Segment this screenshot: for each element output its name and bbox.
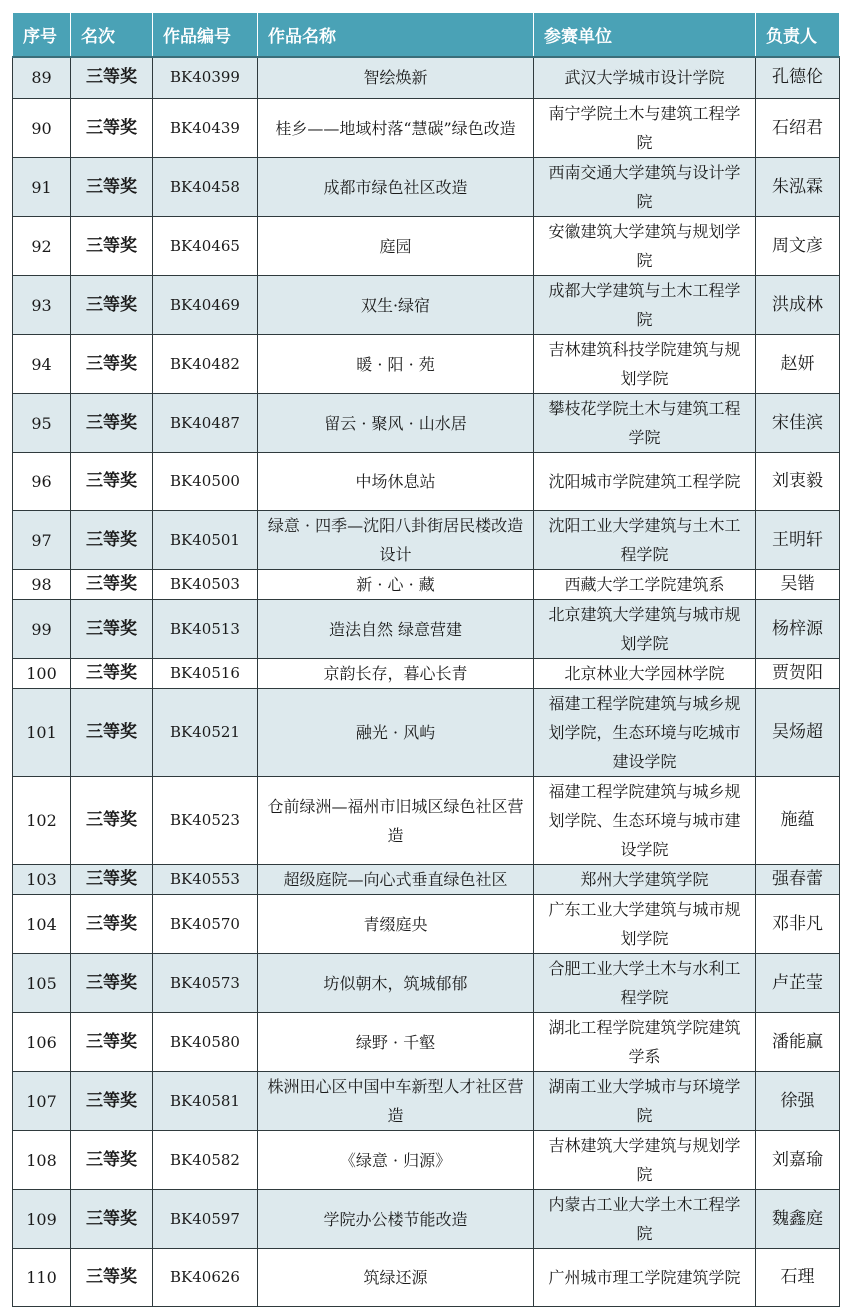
cell-rank: 三等奖 — [71, 659, 153, 689]
cell-unit: 湖北工程学院建筑学院建筑学系 — [534, 1013, 756, 1072]
cell-person: 洪成林 — [756, 276, 840, 335]
cell-title: 株洲田心区中国中车新型人才社区营造 — [258, 1072, 534, 1131]
cell-number: 107 — [13, 1072, 71, 1131]
cell-rank: 三等奖 — [71, 217, 153, 276]
cell-rank: 三等奖 — [71, 570, 153, 600]
cell-unit: 沈阳城市学院建筑工程学院 — [534, 453, 756, 511]
cell-rank: 三等奖 — [71, 954, 153, 1013]
cell-number: 89 — [13, 57, 71, 99]
table-row — [13, 511, 840, 570]
cell-rank: 三等奖 — [71, 335, 153, 394]
cell-code: BK40482 — [153, 335, 258, 394]
table-row — [13, 1131, 840, 1190]
cell-rank: 三等奖 — [71, 158, 153, 217]
cell-number: 109 — [13, 1190, 71, 1249]
cell-title: 绿野 · 千壑 — [258, 1013, 534, 1072]
table-row — [13, 1249, 840, 1307]
cell-code: BK40523 — [153, 777, 258, 865]
cell-title: 京韵长存，暮心长青 — [258, 659, 534, 689]
cell-unit: 北京建筑大学建筑与城市规划学院 — [534, 600, 756, 659]
cell-person: 魏鑫庭 — [756, 1190, 840, 1249]
awards-table — [12, 12, 840, 1307]
cell-person: 施蕴 — [756, 777, 840, 865]
table-row — [13, 689, 840, 777]
table-row — [13, 570, 840, 600]
table-row — [13, 394, 840, 453]
cell-number: 90 — [13, 99, 71, 158]
cell-code: BK40580 — [153, 1013, 258, 1072]
cell-unit: 福建工程学院建筑与城乡规划学院、生态环境与城市建设学院 — [534, 777, 756, 865]
cell-title: 造法自然 绿意营建 — [258, 600, 534, 659]
cell-person: 潘能赢 — [756, 1013, 840, 1072]
header-row — [13, 13, 840, 57]
cell-title: 学院办公楼节能改造 — [258, 1190, 534, 1249]
cell-code: BK40581 — [153, 1072, 258, 1131]
cell-person: 石绍君 — [756, 99, 840, 158]
cell-rank: 三等奖 — [71, 57, 153, 99]
cell-person: 刘嘉瑜 — [756, 1131, 840, 1190]
cell-title: 坊似朝木，筑城郁郁 — [258, 954, 534, 1013]
cell-number: 110 — [13, 1249, 71, 1307]
cell-number: 93 — [13, 276, 71, 335]
cell-unit: 内蒙古工业大学土木工程学院 — [534, 1190, 756, 1249]
cell-rank: 三等奖 — [71, 511, 153, 570]
cell-unit: 武汉大学城市设计学院 — [534, 57, 756, 99]
table-row — [13, 1013, 840, 1072]
cell-person: 刘衷毅 — [756, 453, 840, 511]
cell-code: BK40570 — [153, 895, 258, 954]
cell-code: BK40458 — [153, 158, 258, 217]
cell-rank: 三等奖 — [71, 1190, 153, 1249]
cell-rank: 三等奖 — [71, 777, 153, 865]
cell-title: 成都市绿色社区改造 — [258, 158, 534, 217]
table-row — [13, 1190, 840, 1249]
cell-title: 超级庭院—向心式垂直绿色社区 — [258, 865, 534, 895]
cell-title: 融光 · 风屿 — [258, 689, 534, 777]
cell-rank: 三等奖 — [71, 1249, 153, 1307]
cell-rank: 三等奖 — [71, 865, 153, 895]
table-row — [13, 335, 840, 394]
cell-title: 留云 · 聚风 · 山水居 — [258, 394, 534, 453]
header-unit: 参赛单位 — [534, 13, 756, 57]
table-row — [13, 57, 840, 99]
cell-person: 宋佳滨 — [756, 394, 840, 453]
cell-rank: 三等奖 — [71, 1072, 153, 1131]
cell-unit: 合肥工业大学土木与水利工程学院 — [534, 954, 756, 1013]
cell-person: 贾贺阳 — [756, 659, 840, 689]
table-row — [13, 659, 840, 689]
cell-title: 桂乡——地域村落“慧碳”绿色改造 — [258, 99, 534, 158]
header-title: 作品名称 — [258, 13, 534, 57]
table-row — [13, 99, 840, 158]
cell-rank: 三等奖 — [71, 1131, 153, 1190]
cell-code: BK40597 — [153, 1190, 258, 1249]
cell-code: BK40399 — [153, 57, 258, 99]
cell-unit: 福建工程学院建筑与城乡规划学院，生态环境与吃城市建设学院 — [534, 689, 756, 777]
cell-title: 中场休息站 — [258, 453, 534, 511]
cell-person: 朱泓霖 — [756, 158, 840, 217]
cell-person: 孔德伦 — [756, 57, 840, 99]
cell-number: 100 — [13, 659, 71, 689]
cell-code: BK40500 — [153, 453, 258, 511]
cell-number: 101 — [13, 689, 71, 777]
cell-title: 筑绿还源 — [258, 1249, 534, 1307]
header-rank: 名次 — [71, 13, 153, 57]
cell-unit: 攀枝花学院土木与建筑工程学院 — [534, 394, 756, 453]
cell-title: 新 · 心 · 藏 — [258, 570, 534, 600]
cell-unit: 吉林建筑大学建筑与规划学院 — [534, 1131, 756, 1190]
awards-table-container — [12, 12, 839, 1307]
cell-code: BK40439 — [153, 99, 258, 158]
cell-title: 仓前绿洲—福州市旧城区绿色社区营造 — [258, 777, 534, 865]
cell-person: 赵妍 — [756, 335, 840, 394]
cell-code: BK40487 — [153, 394, 258, 453]
header-code: 作品编号 — [153, 13, 258, 57]
cell-code: BK40501 — [153, 511, 258, 570]
cell-rank: 三等奖 — [71, 276, 153, 335]
cell-unit: 沈阳工业大学建筑与土木工程学院 — [534, 511, 756, 570]
cell-title: 庭园 — [258, 217, 534, 276]
table-row — [13, 1072, 840, 1131]
cell-number: 95 — [13, 394, 71, 453]
cell-number: 96 — [13, 453, 71, 511]
table-row — [13, 453, 840, 511]
cell-rank: 三等奖 — [71, 895, 153, 954]
cell-number: 99 — [13, 600, 71, 659]
cell-unit: 南宁学院土木与建筑工程学院 — [534, 99, 756, 158]
cell-person: 徐强 — [756, 1072, 840, 1131]
cell-person: 卢芷莹 — [756, 954, 840, 1013]
cell-number: 105 — [13, 954, 71, 1013]
table-row — [13, 600, 840, 659]
cell-number: 106 — [13, 1013, 71, 1072]
cell-code: BK40513 — [153, 600, 258, 659]
cell-code: BK40582 — [153, 1131, 258, 1190]
table-row — [13, 276, 840, 335]
cell-rank: 三等奖 — [71, 689, 153, 777]
cell-code: BK40626 — [153, 1249, 258, 1307]
table-row — [13, 895, 840, 954]
cell-code: BK40521 — [153, 689, 258, 777]
cell-unit: 广州城市理工学院建筑学院 — [534, 1249, 756, 1307]
cell-unit: 吉林建筑科技学院建筑与规划学院 — [534, 335, 756, 394]
cell-person: 吴锴 — [756, 570, 840, 600]
cell-title: 双生·绿宿 — [258, 276, 534, 335]
cell-number: 103 — [13, 865, 71, 895]
cell-person: 吴炀超 — [756, 689, 840, 777]
cell-rank: 三等奖 — [71, 99, 153, 158]
cell-person: 邓非凡 — [756, 895, 840, 954]
cell-number: 98 — [13, 570, 71, 600]
table-row — [13, 217, 840, 276]
cell-code: BK40469 — [153, 276, 258, 335]
table-row — [13, 158, 840, 217]
table-row — [13, 777, 840, 865]
cell-title: 《绿意 · 归源》 — [258, 1131, 534, 1190]
cell-unit: 安徽建筑大学建筑与规划学院 — [534, 217, 756, 276]
cell-rank: 三等奖 — [71, 453, 153, 511]
cell-number: 94 — [13, 335, 71, 394]
cell-unit: 西藏大学工学院建筑系 — [534, 570, 756, 600]
cell-person: 强春蕾 — [756, 865, 840, 895]
cell-code: BK40516 — [153, 659, 258, 689]
cell-code: BK40573 — [153, 954, 258, 1013]
cell-person: 石理 — [756, 1249, 840, 1307]
header-person: 负责人 — [756, 13, 840, 57]
table-body — [13, 57, 840, 1307]
table-row — [13, 865, 840, 895]
cell-title: 青缀庭央 — [258, 895, 534, 954]
cell-unit: 湖南工业大学城市与环境学院 — [534, 1072, 756, 1131]
cell-person: 王明轩 — [756, 511, 840, 570]
cell-number: 104 — [13, 895, 71, 954]
cell-unit: 成都大学建筑与土木工程学院 — [534, 276, 756, 335]
cell-number: 91 — [13, 158, 71, 217]
cell-title: 智绘焕新 — [258, 57, 534, 99]
header-number: 序号 — [13, 13, 71, 57]
cell-unit: 广东工业大学建筑与城市规划学院 — [534, 895, 756, 954]
cell-title: 绿意 · 四季—沈阳八卦街居民楼改造设计 — [258, 511, 534, 570]
cell-title: 暖 · 阳 · 苑 — [258, 335, 534, 394]
cell-unit: 郑州大学建筑学院 — [534, 865, 756, 895]
cell-unit: 北京林业大学园林学院 — [534, 659, 756, 689]
cell-code: BK40553 — [153, 865, 258, 895]
cell-number: 92 — [13, 217, 71, 276]
cell-code: BK40503 — [153, 570, 258, 600]
cell-rank: 三等奖 — [71, 600, 153, 659]
table-header — [13, 13, 840, 57]
table-row — [13, 954, 840, 1013]
cell-number: 108 — [13, 1131, 71, 1190]
cell-person: 周文彦 — [756, 217, 840, 276]
cell-rank: 三等奖 — [71, 1013, 153, 1072]
cell-unit: 西南交通大学建筑与设计学院 — [534, 158, 756, 217]
cell-number: 97 — [13, 511, 71, 570]
cell-number: 102 — [13, 777, 71, 865]
cell-person: 杨梓源 — [756, 600, 840, 659]
cell-code: BK40465 — [153, 217, 258, 276]
cell-rank: 三等奖 — [71, 394, 153, 453]
